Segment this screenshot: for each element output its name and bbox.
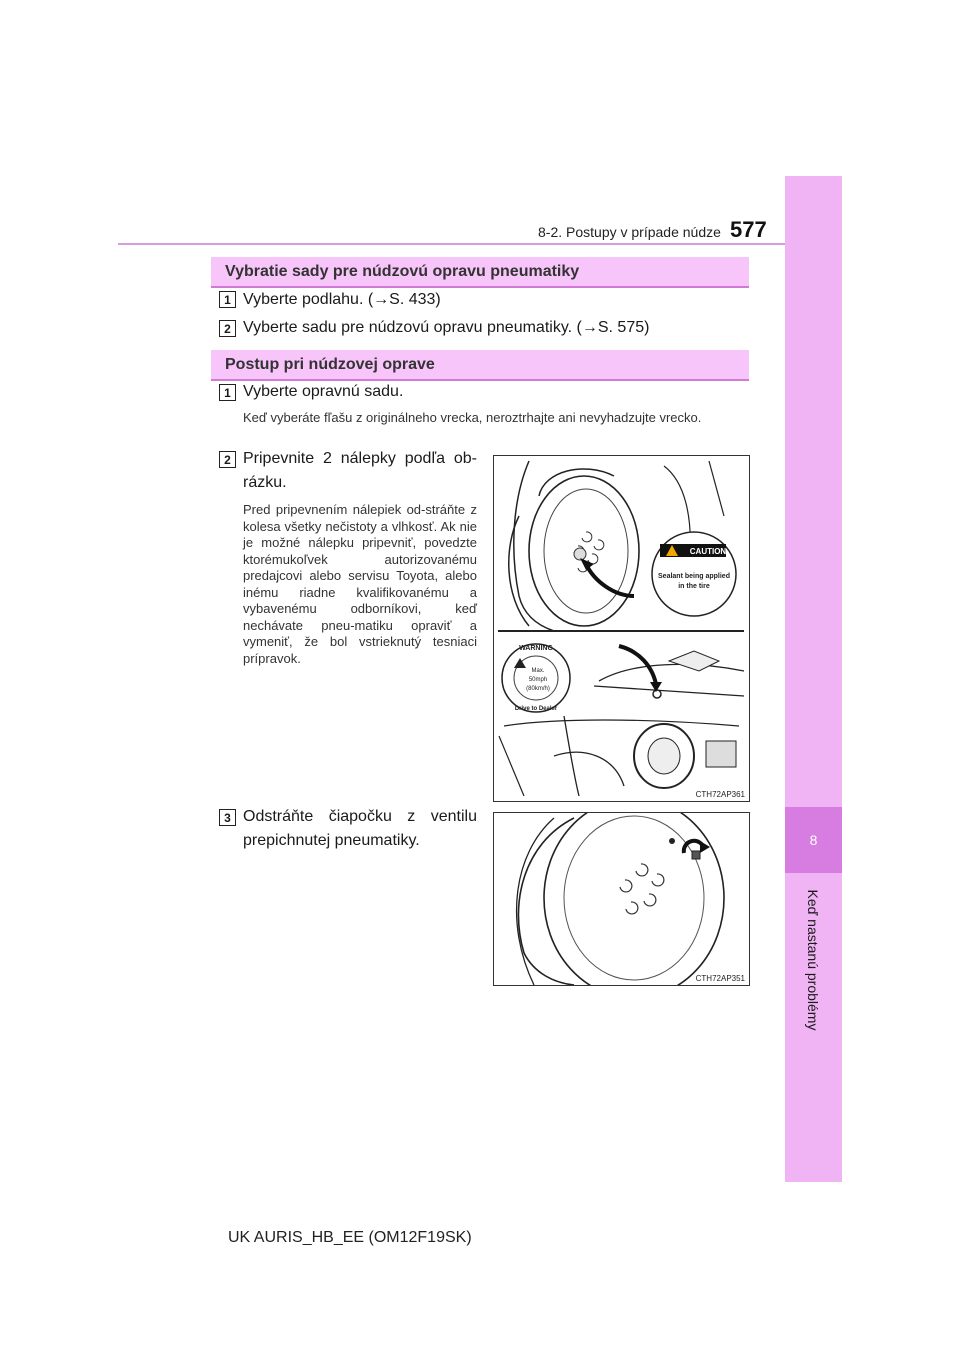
- figure-valve-cap: [493, 812, 750, 986]
- running-section-title: 8-2. Postupy v prípade núdze: [538, 224, 721, 240]
- header-rule: [118, 243, 785, 245]
- figure-code: CTH72AP361: [695, 790, 745, 799]
- step-text: Vyberte sadu pre núdzovú opravu pneumatiky. (→S. 575): [243, 319, 650, 336]
- figure-valve-cap-drawing: [494, 813, 749, 985]
- step-note: Keď vyberáte fľašu z originálneho vrecka, neroztrhajte ani nevyhadzujte vrecko.: [243, 410, 702, 425]
- chapter-number: 8: [809, 832, 818, 848]
- chapter-side-strip: [785, 176, 842, 1182]
- step-text: Vyberte podlahu. (→S. 433): [243, 291, 441, 308]
- step-text-line: prepichnutej pneumatiky.: [243, 832, 420, 849]
- section-heading-repair-procedure: [211, 350, 749, 381]
- step-badge: 2: [219, 320, 236, 337]
- warning-bottom: Drive to Dealer: [514, 706, 558, 712]
- caution-text-1: Sealant being applied: [658, 573, 730, 580]
- footer-model-code: UK AURIS_HB_EE (OM12F19SK): [228, 1229, 472, 1246]
- section-heading-text: Vybratie sady pre núdzovú opravu pneumatiky: [225, 262, 580, 280]
- caution-text-2: in the tire: [678, 583, 710, 590]
- step-text-line: Pripevnite 2 nálepky podľa ob-: [243, 450, 477, 467]
- caution-label: CAUTION: [689, 547, 727, 556]
- step-badge: 1: [219, 291, 236, 308]
- figure-code: CTH72AP351: [695, 974, 745, 983]
- figure-stickers-drawing: [494, 456, 749, 801]
- warning-line-3: (80km/h): [526, 686, 550, 692]
- step-text: Vyberte opravnú sadu.: [243, 383, 404, 400]
- step-badge: 1: [219, 384, 236, 401]
- warning-label: WARNING: [519, 645, 553, 652]
- step-badge: 3: [219, 809, 236, 826]
- warning-line-1: Max.: [531, 668, 545, 674]
- step-badge: 2: [219, 451, 236, 468]
- figure-stickers: [493, 455, 750, 802]
- section-heading-text: Postup pri núdzovej oprave: [225, 355, 435, 373]
- section-heading-remove-kit: [211, 257, 749, 288]
- step-note: Pred pripevnením nálepiek od-stráňte z kolesa všetky nečistoty a vlhkosť. Ak nie je možné nálepku pripevniť, povedzte ktorémukoľvek autorizovanému predajcovi alebo servisu Toyota, alebo inému riadne kvalifikovanému a vybavenému odborníkovi, keď nechávate pneu-matiku opraviť a vymeniť, že bol vstrieknutý tesniaci prípravok.: [243, 502, 477, 666]
- chapter-number-tab[interactable]: [785, 807, 842, 873]
- step-text-line: rázku.: [243, 474, 287, 491]
- warning-line-2: 50mph: [528, 677, 548, 683]
- page-number: 577: [730, 217, 767, 242]
- chapter-label: Keď nastanú problémy: [805, 889, 821, 1031]
- step-text-line: Odstráňte čiapočku z ventilu: [243, 808, 477, 825]
